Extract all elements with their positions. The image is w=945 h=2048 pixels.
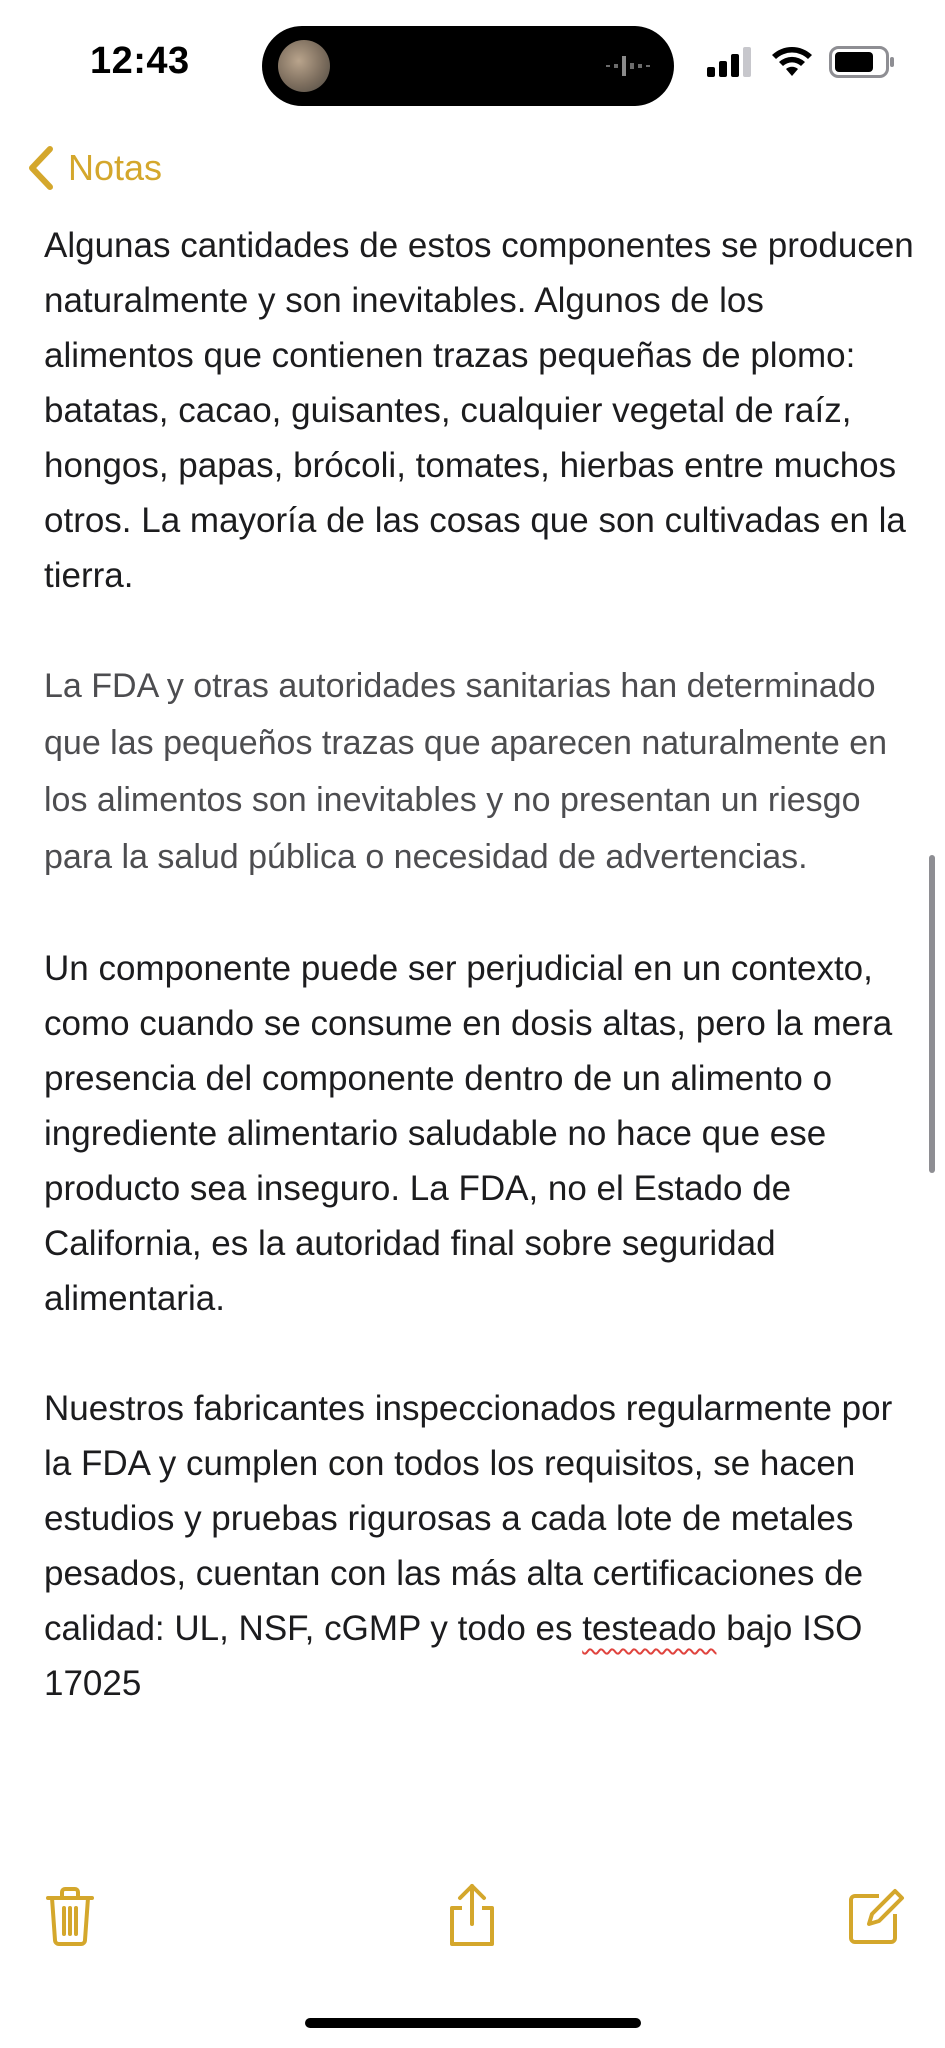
note-paragraph-4[interactable]: [44, 1381, 914, 1711]
note-body[interactable]: [44, 218, 914, 1766]
dynamic-island[interactable]: [262, 26, 674, 106]
home-indicator[interactable]: [305, 2018, 641, 2028]
audio-wave-icon: [606, 54, 652, 78]
share-icon: [442, 1880, 502, 1950]
note-paragraph-2[interactable]: La FDA y otras autoridades sanitarias han determinado que las pequeños trazas que aparecen naturalmente en los alimentos son inevitables y no presentan un riesgo para la salud pública o necesidad de advertencias.: [44, 667, 888, 876]
bottom-toolbar: [0, 1880, 945, 1970]
scroll-indicator[interactable]: [929, 855, 935, 1173]
note-paragraph-3[interactable]: Un componente puede ser perjudicial en un contexto, como cuando se consume en dosis altas, pero la mera presencia del componente dentro de un alimento o ingrediente alimentario saludable no hace que ese producto sea inseguro. La FDA, no el Estado de California, es la autoridad final sobre seguridad alimentaria.: [44, 949, 893, 1318]
status-indicators: [707, 46, 895, 78]
compose-icon: [845, 1880, 905, 1950]
status-time: 12:43: [90, 40, 190, 82]
back-button-label: Notas: [68, 147, 163, 188]
back-button[interactable]: [26, 140, 162, 196]
battery-icon: [829, 46, 895, 78]
status-bar: [0, 0, 945, 128]
island-avatar: [278, 40, 330, 92]
wifi-icon: [771, 46, 813, 78]
trash-icon: [40, 1880, 100, 1950]
note-text: Nuestros fabricantes inspeccionados regularmente por la FDA y cumplen con todos los requisitos, se hacen estudios y pruebas rigurosas a cada lote de metales pesados, cuentan con las más alta certificaciones de calidad: UL, NSF, cGMP y todo es: [44, 1389, 893, 1648]
note-paragraph-1[interactable]: Algunas cantidades de estos componentes se producen naturalmente y son inevitables. Algunos de los alimentos que contienen trazas pequeñas de plomo: batatas, cacao, guisantes, cualquier vegetal de raíz, hongos, papas, brócoli, tomates, hierbas entre muchos otros. La mayoría de las cosas que son cultivadas en la tierra.: [44, 226, 914, 595]
note-text: bajo ISO 17025: [44, 1609, 863, 1703]
compose-button[interactable]: [845, 1880, 905, 1950]
signal-icon: [707, 47, 755, 77]
delete-button[interactable]: [40, 1880, 100, 1950]
chevron-left-icon: [26, 145, 56, 191]
share-button[interactable]: [442, 1880, 502, 1950]
misspelled-word[interactable]: testeado: [582, 1609, 717, 1648]
